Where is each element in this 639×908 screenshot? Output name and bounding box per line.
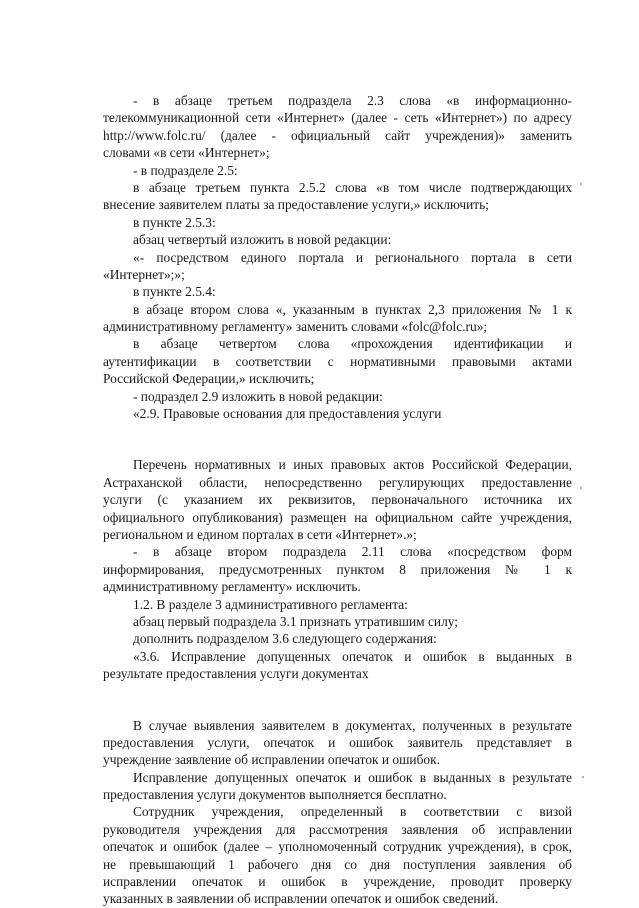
scan-speck [580, 487, 582, 489]
text-line: в абзаце втором слова «, указанным в пунктах 2,3 приложения № 1 к [133, 301, 572, 317]
text-line: абзац первый подраздела 3.1 признать утратившим силу; [133, 613, 458, 629]
text-line: аутентификации в соответствии с нормативными правовыми актами [103, 353, 572, 369]
text-line: - подраздел 2.9 изложить в новой редакции: [133, 388, 383, 404]
text-line: услуги (с указанием их реквизитов, первоначального источника их [103, 492, 572, 508]
text-line: - в подразделе 2.5: [133, 162, 238, 178]
text-line: внесение заявителем платы за предоставление услуги,» исключить; [103, 197, 489, 213]
document-page [103, 92, 572, 908]
spacer [103, 683, 572, 717]
text-line: исправлении опечаток и ошибок в учреждение, проводит проверку [103, 874, 572, 890]
spacer [103, 422, 572, 456]
text-line: - в абзаце втором подраздела 2.11 слова «посредством форм [133, 544, 572, 560]
text-line: http://www.folc.ru/ (далее - официальный сайт учреждения)» заменить [103, 127, 572, 143]
text-line: учреждение заявление об исправлении опечаток и ошибок. [103, 752, 440, 768]
text-line: информирования, предусмотренных пунктом 8 приложения № 1 к [103, 561, 572, 577]
text-line: Российской Федерации,» исключить; [103, 371, 315, 387]
text-line: 1.2. В разделе 3 административного регламента: [133, 596, 408, 612]
text-line: руководителя учреждения для рассмотрения заявления об исправлении [103, 821, 572, 837]
text-line: - в абзаце третьем подраздела 2.3 слова «в информационно- [133, 93, 572, 108]
text-line: опечаток и ошибок (далее – уполномоченный сотрудник учреждения), в срок, [103, 839, 572, 855]
text-line: телекоммуникационной сети «Интернет» (далее - сеть «Интернет») по адресу [103, 110, 572, 126]
text-line: предоставления услуги документов выполняется бесплатно. [103, 787, 447, 803]
subsection-heading: результате предоставления услуги документах [103, 666, 369, 682]
scan-speck [580, 183, 582, 185]
text-line: не превышающий 1 рабочего дня со дня поступления заявления об [103, 856, 572, 872]
text-line: административному регламенту» исключить. [103, 579, 361, 595]
text-line: в пункте 2.5.3: [133, 214, 216, 230]
text-line: Сотрудник учреждения, определенный в соответствии с визой [133, 804, 572, 820]
text-line: в пункте 2.5.4: [133, 284, 216, 300]
text-line: в абзаце третьем пункта 2.5.2 слова «в том числе подтверждающих [133, 179, 572, 195]
text-line: Исправление допущенных опечаток и ошибок в выданных в результате [133, 769, 572, 785]
text-line: В случае выявления заявителем в документах, полученных в результате [133, 717, 572, 733]
scan-speck [582, 776, 584, 778]
text-line: «- посредством единого портала и регионального портала в сети [133, 249, 572, 265]
text-line: абзац четвертый изложить в новой редакции: [133, 232, 392, 248]
text-line: официального опубликования) размещен на официальном сайте учреждения, [103, 509, 572, 525]
text-line: предоставления услуги, опечаток и ошибок заявитель представляет в [103, 734, 572, 750]
text-line: указанных в заявлении об исправлении опечаток и ошибок сведений. [103, 891, 499, 907]
text-line: Перечень нормативных и иных правовых актов Российской Федерации, [133, 457, 572, 473]
text-line: административному регламенту» заменить словами «folc@folc.ru»; [103, 319, 488, 335]
text-line: Астраханской области, непосредственно регулирующих предоставление [103, 474, 572, 490]
text-line: региональном и едином порталах в сети «Интернет».»; [103, 526, 417, 542]
text-line: в абзаце четвертом слова «прохождения идентификации и [133, 336, 572, 352]
text-line: «Интернет»;»; [103, 266, 185, 282]
subsection-heading: «2.9. Правовые основания для предоставления услуги [133, 406, 442, 422]
text-line: дополнить подразделом 3.6 следующего содержания: [133, 631, 437, 647]
text-line: словами «в сети «Интернет»; [103, 145, 270, 161]
subsection-heading: «3.6. Исправление допущенных опечаток и ошибок в выданных в [133, 648, 572, 664]
